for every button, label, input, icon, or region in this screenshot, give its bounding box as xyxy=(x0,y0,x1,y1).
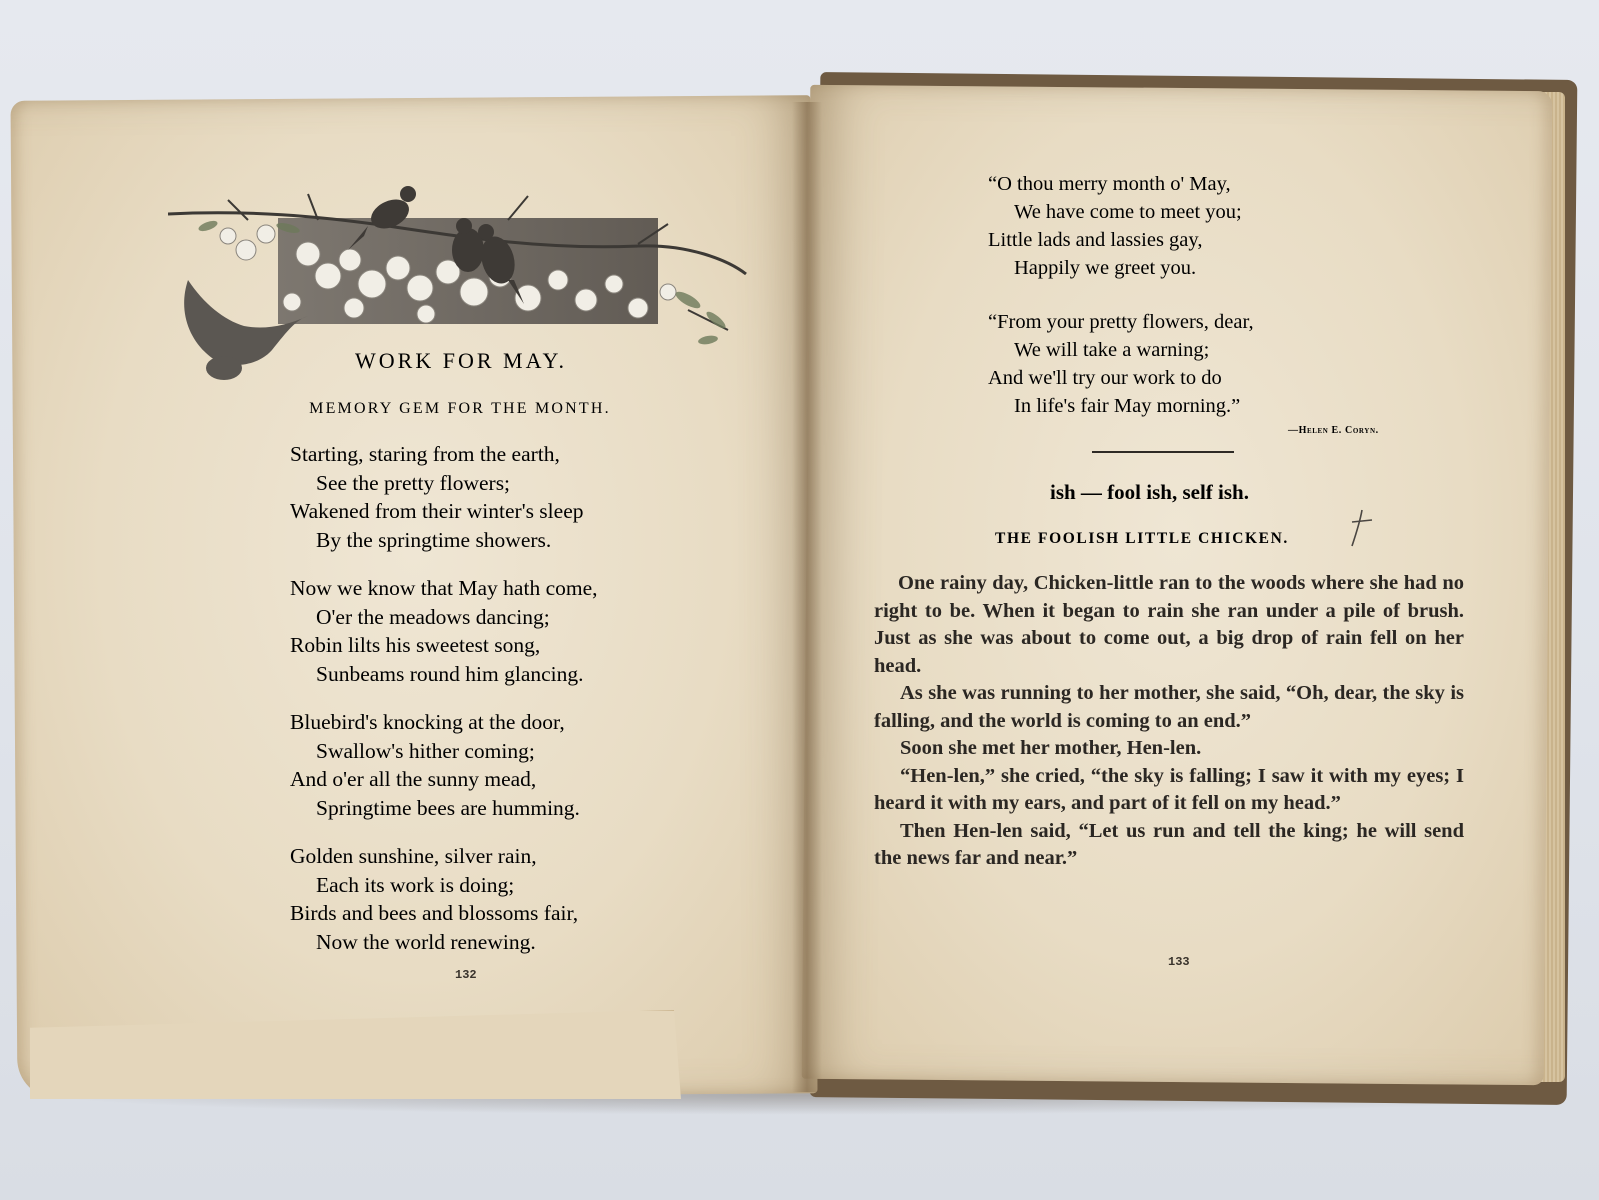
poem-line: See the pretty flowers; xyxy=(316,470,511,495)
poem-line: Now the world renewing. xyxy=(316,929,536,954)
right-poem xyxy=(988,170,1254,446)
pencil-check-mark xyxy=(1348,508,1374,548)
poem-line: “O thou merry month o' May, xyxy=(988,173,1231,195)
poem-attribution: —Helen E. Coryn. xyxy=(1288,425,1379,436)
poem-line: And o'er all the sunny mead, xyxy=(290,767,537,791)
poem-line: Bluebird's knocking at the door, xyxy=(290,710,565,734)
stanza xyxy=(988,170,1254,282)
stanza xyxy=(988,308,1254,420)
poem-line: Sunbeams round him glancing. xyxy=(316,661,584,686)
poem-line: Starting, staring from the earth, xyxy=(290,442,560,466)
story-paragraph: As she was running to her mother, she said, “Oh, dear, the sky is falling, and the world is coming to an end.” xyxy=(874,682,1464,732)
poem-line: Now we know that May hath come, xyxy=(290,576,598,600)
poem-line: Golden sunshine, silver rain, xyxy=(290,844,537,868)
poem-line: By the springtime showers. xyxy=(316,527,552,552)
poem-title: WORK FOR MAY. xyxy=(355,348,567,373)
book-gutter xyxy=(792,102,822,1092)
poem-line: Each its work is doing; xyxy=(316,872,515,897)
page-number-left: 132 xyxy=(455,968,477,982)
poem-line: We have come to meet you; xyxy=(1014,201,1242,223)
stanza xyxy=(290,842,598,956)
poem-line: And we'll try our work to do xyxy=(988,367,1222,389)
poem-line: In life's fair May morning.” xyxy=(1014,395,1241,417)
section-divider xyxy=(1092,451,1234,453)
poem-line: “From your pretty flowers, dear, xyxy=(988,311,1254,333)
poem-line: Little lads and lassies gay, xyxy=(988,229,1203,251)
poem-line: Wakened from their winter's sleep xyxy=(290,499,584,523)
stanza xyxy=(290,708,598,822)
poem-line: Springtime bees are humming. xyxy=(316,795,580,820)
birds-and-blossoms-illustration xyxy=(168,180,748,410)
story-paragraph: Soon she met her mother, Hen-len. xyxy=(900,737,1202,759)
poem-line: Swallow's hither coming; xyxy=(316,738,535,763)
story-text xyxy=(874,570,1464,873)
poem-line: Birds and bees and blossoms fair, xyxy=(290,901,579,925)
poem-line: O'er the meadows dancing; xyxy=(316,604,550,629)
phonics-line: ish — fool ish, self ish. xyxy=(1050,480,1249,504)
story-title: THE FOOLISH LITTLE CHICKEN. xyxy=(995,530,1289,547)
page-number-right: 133 xyxy=(1168,955,1190,969)
poem-subtitle: MEMORY GEM FOR THE MONTH. xyxy=(309,400,611,417)
poem-line: We will take a warning; xyxy=(1014,339,1210,361)
stanza xyxy=(290,574,598,688)
stanza xyxy=(290,440,598,554)
poem-line: Robin lilts his sweetest song, xyxy=(290,633,541,657)
left-poem xyxy=(290,440,598,976)
story-paragraph: One rainy day, Chicken-little ran to the woods where she had no right to be. When it began to rain she ran under a pile of brush. Just as she was about to come out, a big drop of rain fell on her head. xyxy=(874,572,1464,677)
story-paragraph: “Hen-len,” she cried, “the sky is falling; I saw it with my eyes; I heard it with my ears, and part of it fell on my head.” xyxy=(874,764,1464,814)
story-paragraph: Then Hen-len said, “Let us run and tell the king; he will send the news far and near.” xyxy=(874,819,1464,869)
poem-line: Happily we greet you. xyxy=(1014,257,1197,279)
